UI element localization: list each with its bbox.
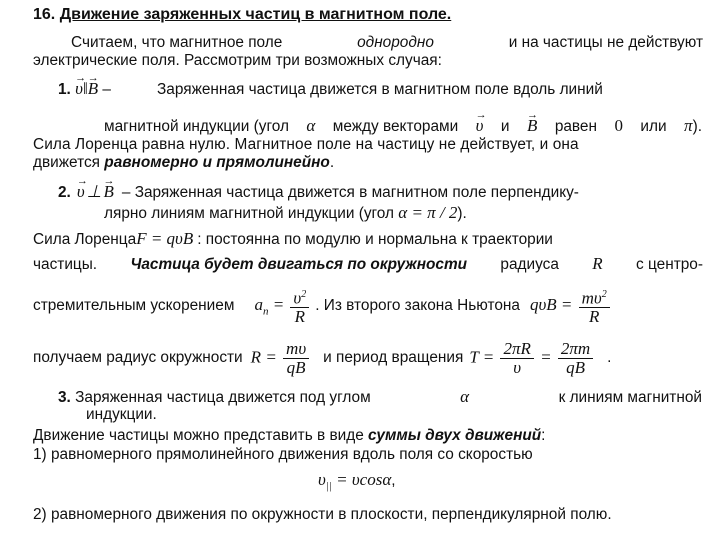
case2-line-6: получаем радиус окружности R = $\frac{m\upsilon}{qB}$ и период вращения T = $\frac{2\pi R}{\upsilon}$ = $\frac{2\pi m}{qB}$ . (33, 338, 612, 377)
case3-line-1: 3. Заряженная частица движется под углом α к линиям магнитной (58, 387, 702, 406)
case1-line-1: 1. → υ‖→ B – Заряженная частица движется в магнитном поле вдоль линий (58, 80, 702, 99)
radius-formula: R = $\frac{m\upsilon}{qB}$ (251, 340, 311, 377)
case1-para-2: движется равномерно и прямолинейно. (33, 154, 335, 171)
right-angle-formula: α = π / 2 (398, 203, 458, 222)
case1-number: 1. (58, 81, 71, 98)
case2-line-2: лярно линиям магнитной индукции (угол α = π / 2). (104, 203, 467, 222)
case2-number: 2. (58, 184, 71, 201)
velocity-vector: → υ (75, 80, 83, 98)
period-formula: T = $\frac{2\pi R}{\upsilon}$ = $\frac{2\pi m}{qB}$ (469, 340, 595, 377)
case3-para-1: Движение частицы можно представить в виде суммы двух движений: (33, 427, 546, 444)
intro-line-1: Считаем, что магнитное поле однородно и на частицы не действуют (71, 34, 703, 51)
newton-law-formula: qυB = $\frac{m\upsilon^2}{R}$ (530, 286, 612, 327)
case1-emphasis: равномерно и прямолинейно (104, 154, 330, 171)
lorentz-formula: F = qυB (136, 229, 194, 248)
case2-line-1: 2. → υ ⊥ → B – Заряженная частица движется в магнитном поле перпендику- (58, 183, 702, 202)
case3-emphasis: суммы двух движений (368, 427, 542, 444)
induction-vector: → B (88, 80, 98, 98)
case2-emphasis: Частица будет двигаться по окружности (130, 256, 468, 273)
parallel-symbol: ‖ (82, 79, 88, 98)
case1-line-2: магнитной индукции (угол α между векторами → υ и → B равен 0 или π). (104, 117, 702, 136)
slide-title (33, 6, 451, 24)
title-text: Движение заряженных частиц в магнитном поле. (59, 6, 452, 23)
case2-line-4: частицы. Частица будет двигаться по окружности радиуса R с центро- (33, 254, 703, 273)
perpendicular-symbol: ⊥ (86, 182, 102, 201)
case3-item-2: 2) равномерного движения по окружности в плоскости, перпендикулярной полю. (33, 506, 612, 523)
case1-text-1: Заряженная частица движется в магнитном поле вдоль линий (157, 81, 603, 98)
case2-text-1: – Заряженная частица движется в магнитном поле перпендику- (121, 184, 579, 201)
intro-line-2: электрические поля. Рассмотрим три возможных случая: (33, 52, 442, 69)
parallel-velocity-formula: $\upsilon_{||} = \upsilon\cos\alpha$, (318, 470, 396, 493)
case3-number: 3. (58, 389, 71, 406)
centripetal-acceleration: $a_n$ = $\frac{\upsilon^2}{R}$ (254, 286, 311, 327)
intro-emphasis: однородно (357, 34, 434, 51)
case1-para-1: Сила Лоренца равна нулю. Магнитное поле на частицу не действует, и она (33, 136, 579, 153)
title-number: 16. (33, 6, 56, 23)
case3-item-1: 1) равномерного прямолинейного движения вдоль поля со скоростью (33, 446, 533, 463)
case2-line-5: стремительным ускорением $a_n$ = $\frac{\upsilon^2}{R}$ . Из второго закона Ньютона qυB = $\frac{m\upsilon^2}{R}$ (33, 282, 612, 330)
case2-line-3: Сила Лоренца F = qυB : постоянна по модулю и нормальна к траектории (33, 229, 553, 248)
case3-line-2: индукции. (86, 406, 157, 423)
